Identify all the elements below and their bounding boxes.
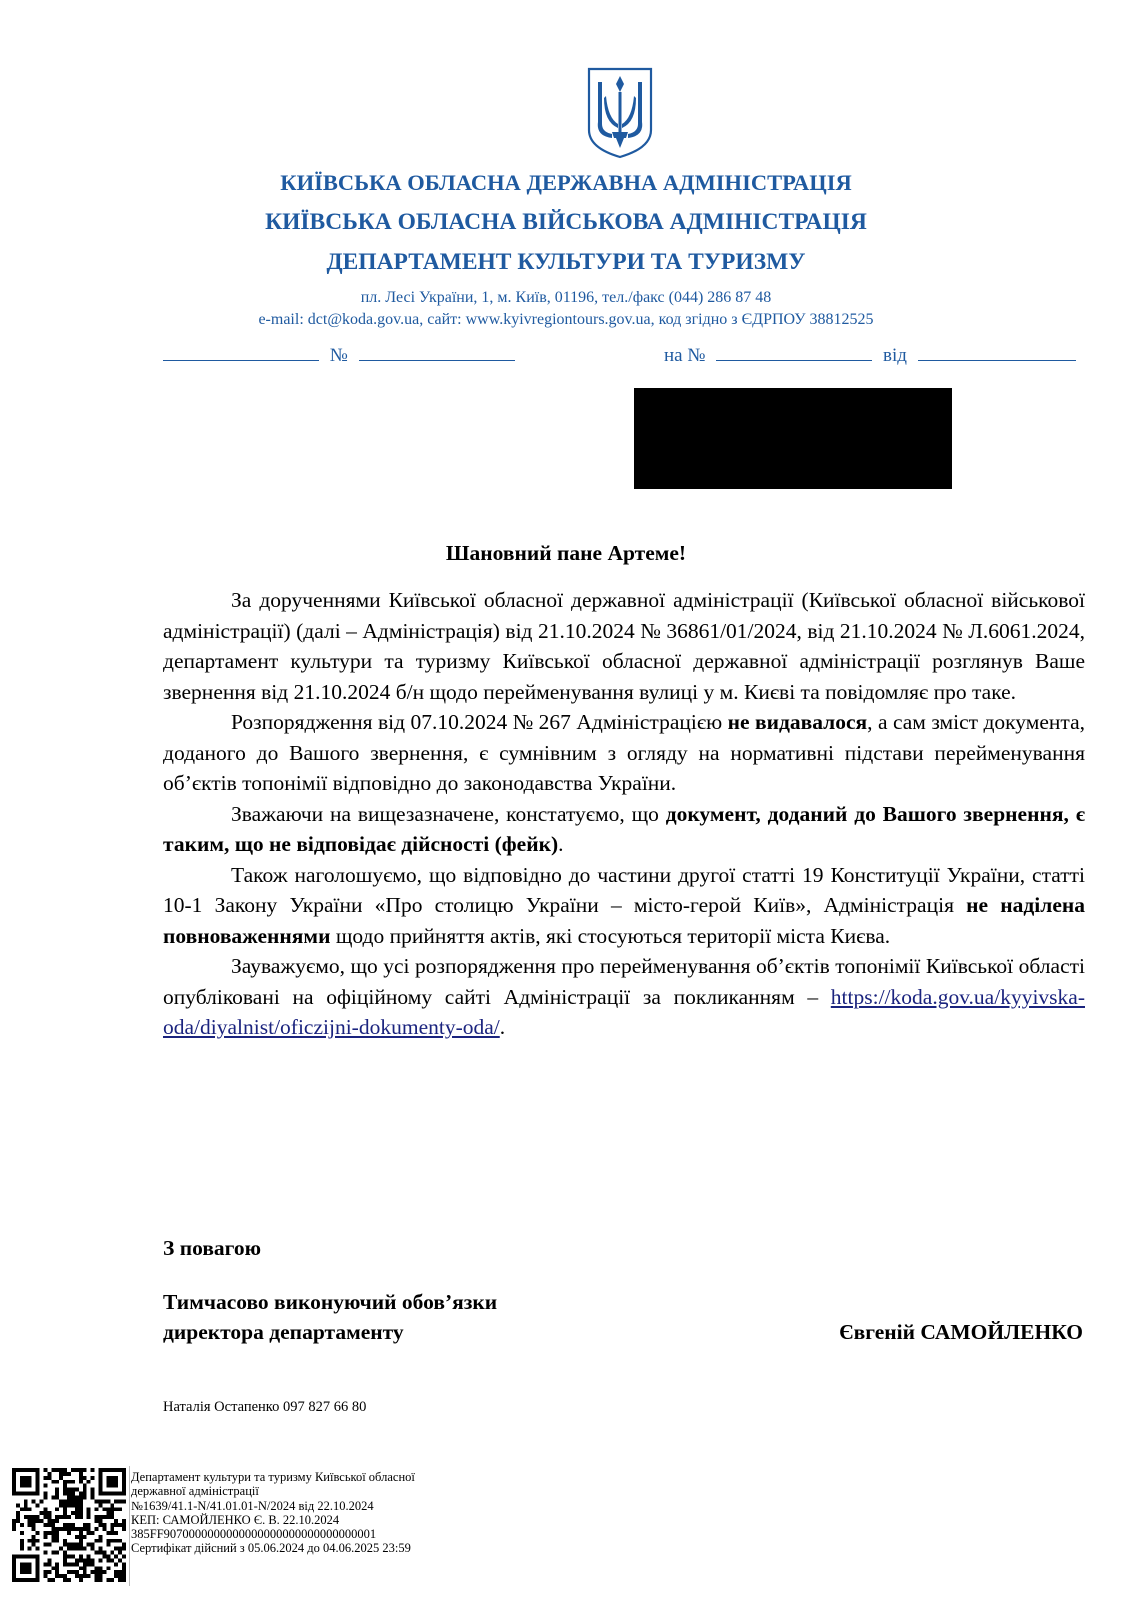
signer-position-line2: директора департаменту [163,1320,404,1344]
redacted-recipient-block [634,388,952,489]
stamp-signer: КЕП: САМОЙЛЕНКО Є. В. 22.10.2024 [131,1512,340,1527]
department-name: ДЕПАРТАМЕНТ КУЛЬТУРИ ТА ТУРИЗМУ [326,249,806,275]
reply-label: на № [664,345,706,366]
paragraph-5: Зауважуємо, що усі розпорядження про перейменування об’єктів топонімії Київської області опубліковані на офіційному сайті Адміністрації за покликанням – https://koda.gov.ua/kyyivska-oda/diyalnist/oficzijni-dokumenty-oda/. [163,954,1085,1039]
stamp-divider [129,1466,130,1586]
org-name-line2: КИЇВСЬКА ОБЛАСНА ВІЙСЬКОВА АДМІНІСТРАЦІЯ [265,209,867,235]
paragraph-4: Також наголошуємо, що відповідно до частини другої статті 19 Конституції України, статті 10-1 Закону України «Про столицю України – місто-герой Київ», Адміністрація не наділена повноваженнями щодо прийняття актів, які стосуються території міста Києва. [163,862,1085,948]
electronic-signature-stamp [131,1470,415,1556]
org-name-line1: КИЇВСЬКА ОБЛАСНА ДЕРЖАВНА АДМІНІСТРАЦІЯ [280,170,852,195]
signer-name: Євгеній САМОЙЛЕНКО [839,1320,1083,1344]
reply-reference-field [664,343,1076,367]
contacts-line: e-mail: dct@koda.gov.ua, сайт: www.kyivregiontours.gov.ua, код згідно з ЄДРПОУ 38812525 [258,311,874,328]
stamp-reg-number: №1639/41.1-N/41.01.01-N/2024 від 22.10.2024 [131,1498,374,1513]
stamp-serial: 385FF9070000000000000000000000000000001 [131,1527,377,1542]
closing-regards: З повагою [163,1236,262,1260]
address-line: пл. Лесі України, 1, м. Київ, 01196, тел./факс (044) 286 87 48 [360,289,772,306]
official-docs-link[interactable]: https://koda.gov.ua/kyyivska-oda/diyalnist/oficzijni-dokumenty-oda/ [163,984,1085,1039]
letter-body [163,585,1085,1043]
salutation: Шановний пане Артеме! [445,541,687,565]
outgoing-number-field [163,343,515,367]
paragraph-2: Розпорядження від 07.10.2024 № 267 Адміністрацією не видавалося, а сам зміст документа, доданого до Вашого звернення, є сумнівним з огляду на нормативні підстави перейменування об’єктів топонімії відповідно до законодавства України. [163,710,1086,795]
signer-position-line1: Тимчасово виконуючий обов’язки [163,1290,498,1314]
qr-code-icon [12,1468,126,1582]
stamp-line: Департамент культури та туризму Київської обласної [131,1470,415,1484]
paragraph-1: За дорученнями Київської обласної державної адміністрації (Київської обласної військової адміністрації) (далі – Адміністрація) від 21.10.2024 № 36861/01/2024, від 21.10.2024 № Л.6061.2024, департамент культури та туризму Київської обласної державної адміністрації розглянув Ваше звернення від 21.10.2024 б/н щодо перейменування вулиці у м. Києві та повідомляє про таке. [163,588,1085,704]
tryzub-icon [586,66,654,160]
executor-contact: Наталія Остапенко 097 827 66 80 [163,1399,367,1415]
stamp-line: державної адміністрації [131,1484,259,1499]
paragraph-3: Зважаючи на вищезазначене, констатуємо, що документ, доданий до Вашого звернення, є таким, що не відповідає дійсності (фейк). [163,801,1085,856]
number-label: № [329,345,348,366]
stamp-validity: Сертифікат дійсний з 05.06.2024 до 04.06.2025 23:59 [131,1541,411,1556]
date-label: від [882,345,907,366]
